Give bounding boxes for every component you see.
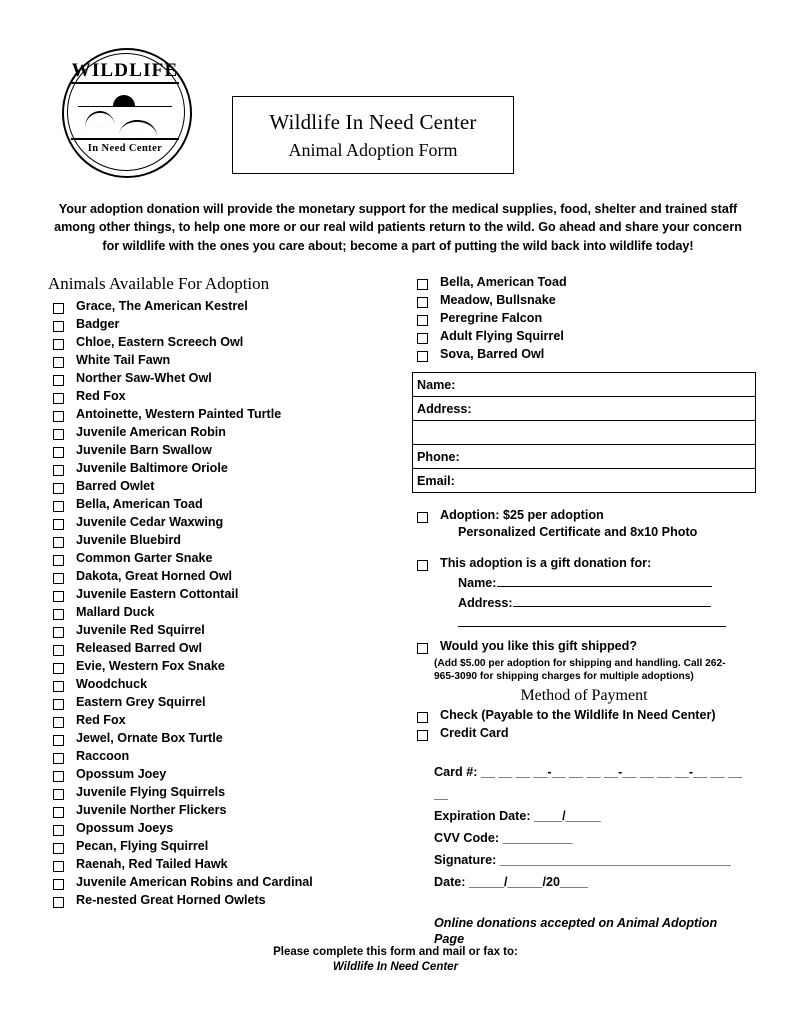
checkbox-icon[interactable]: [53, 483, 64, 494]
checkbox-icon[interactable]: [53, 645, 64, 656]
checkbox-icon[interactable]: [53, 537, 64, 548]
list-item[interactable]: [48, 532, 408, 550]
animal-label: Barred Owlet: [76, 479, 155, 494]
list-item[interactable]: [48, 370, 408, 388]
animal-label: Red Fox: [76, 389, 126, 404]
signature-value[interactable]: _________________________________: [499, 853, 731, 867]
checkbox-icon[interactable]: [417, 315, 428, 326]
adoption-option-block: [412, 507, 756, 541]
list-item[interactable]: [412, 328, 756, 346]
list-item[interactable]: [48, 856, 408, 874]
card-number-value[interactable]: __ __ __ __-__ __ __ __-__ __ __ __-__ __ __ __: [434, 764, 743, 801]
checkbox-icon[interactable]: [53, 393, 64, 404]
checkbox-icon[interactable]: [53, 555, 64, 566]
checkbox-icon[interactable]: [53, 897, 64, 908]
list-item[interactable]: [48, 406, 408, 424]
animal-label: Dakota, Great Horned Owl: [76, 569, 233, 584]
list-item[interactable]: [48, 784, 408, 802]
date-label: Date:: [434, 875, 466, 890]
checkbox-icon[interactable]: [417, 643, 428, 654]
animal-label: Badger: [76, 317, 120, 332]
checkbox-icon[interactable]: [53, 321, 64, 332]
date-value[interactable]: _____/_____/20____: [469, 875, 589, 890]
contact-info-table: [412, 372, 756, 493]
gift-address-field[interactable]: [458, 593, 756, 613]
checkbox-icon[interactable]: [53, 627, 64, 638]
signature-field[interactable]: [434, 849, 756, 871]
checkbox-icon[interactable]: [53, 429, 64, 440]
animal-list-left: [48, 298, 408, 910]
list-item[interactable]: [412, 346, 756, 364]
list-item[interactable]: [48, 730, 408, 748]
form-right-column: [412, 274, 756, 948]
adoption-option-sub: Personalized Certificate and 8x10 Photo: [458, 525, 698, 539]
horizon-line: [78, 106, 172, 107]
gift-address-field-line2[interactable]: [458, 613, 756, 633]
gift-donation-block: [412, 555, 756, 633]
name-field[interactable]: Name:: [413, 373, 756, 397]
animal-list-right: [412, 274, 756, 364]
gift-name-label: Name:: [458, 575, 497, 590]
checkbox-icon[interactable]: [53, 375, 64, 386]
checkbox-icon[interactable]: [53, 699, 64, 710]
list-item[interactable]: [48, 316, 408, 334]
list-item[interactable]: [48, 586, 408, 604]
list-item[interactable]: [48, 658, 408, 676]
checkbox-icon[interactable]: [53, 825, 64, 836]
payment-heading: Method of Payment: [520, 686, 648, 704]
expiration-value[interactable]: ____/_____: [534, 808, 601, 823]
animal-label: Juvenile American Robins and Cardinal: [76, 875, 313, 890]
animal-label: Juvenile Norther Flickers: [76, 803, 227, 818]
animal-label: Juvenile Baltimore Oriole: [76, 461, 228, 476]
animal-label: Peregrine Falcon: [440, 311, 543, 325]
animal-label: Red Fox: [76, 713, 126, 728]
checkbox-icon[interactable]: [53, 447, 64, 458]
animal-label: Juvenile Cedar Waxwing: [76, 515, 224, 530]
logo-top-text: WILDLIFE: [71, 60, 179, 81]
address-field[interactable]: Address:: [413, 397, 756, 421]
list-item[interactable]: [412, 274, 756, 292]
checkbox-icon[interactable]: [417, 297, 428, 308]
animal-label: Juvenile Eastern Cottontail: [76, 587, 239, 602]
table-row[interactable]: [413, 373, 756, 397]
list-item[interactable]: [48, 694, 408, 712]
animal-label: Bella, American Toad: [76, 497, 203, 512]
organization-title: Wildlife In Need Center: [269, 110, 477, 134]
form-header: [0, 40, 791, 180]
animal-label: Juvenile Flying Squirrels: [76, 785, 226, 800]
list-item[interactable]: [48, 604, 408, 622]
footer-organization: Wildlife In Need Center: [332, 961, 459, 973]
animal-label: Common Garter Snake: [76, 551, 213, 566]
wildlife-in-need-center-logo: [62, 48, 192, 178]
animal-label: Jewel, Ornate Box Turtle: [76, 731, 223, 746]
form-title: Animal Adoption Form: [288, 140, 458, 160]
animals-left-column: [48, 274, 408, 910]
checkbox-icon[interactable]: [417, 279, 428, 290]
logo-bottom-text: In Need Center: [87, 143, 163, 154]
gift-shipped-option[interactable]: [412, 638, 756, 656]
checkbox-icon[interactable]: [53, 609, 64, 620]
checkbox-icon[interactable]: [417, 712, 428, 723]
payment-check-label: Check (Payable to the Wildlife In Need Center): [440, 707, 716, 722]
checkbox-icon[interactable]: [53, 519, 64, 530]
animal-label: Opossum Joeys: [76, 821, 174, 836]
cvv-label: CVV Code:: [434, 830, 500, 845]
list-item[interactable]: [48, 622, 408, 640]
list-item[interactable]: [48, 334, 408, 352]
animal-label: Juvenile Barn Swallow: [76, 443, 212, 458]
list-item[interactable]: [48, 568, 408, 586]
checkbox-icon[interactable]: [417, 560, 428, 571]
list-item[interactable]: [48, 838, 408, 856]
list-item[interactable]: [48, 352, 408, 370]
gift-address-label: Address:: [458, 595, 513, 610]
checkbox-icon[interactable]: [53, 843, 64, 854]
card-number-label: Card #:: [434, 764, 478, 779]
list-item[interactable]: [48, 388, 408, 406]
checkbox-icon[interactable]: [53, 771, 64, 782]
gift-address-line[interactable]: [513, 593, 711, 607]
date-field[interactable]: [434, 871, 756, 893]
animal-label: Antoinette, Western Painted Turtle: [76, 407, 282, 422]
table-row[interactable]: [413, 469, 756, 493]
animal-label: Norther Saw-Whet Owl: [76, 371, 212, 386]
gift-name-field[interactable]: [458, 573, 756, 593]
list-item[interactable]: [48, 298, 408, 316]
payment-credit-label: Credit Card: [440, 725, 509, 740]
checkbox-icon[interactable]: [53, 681, 64, 692]
animals-heading: Animals Available For Adoption: [48, 274, 270, 293]
list-item[interactable]: [48, 424, 408, 442]
list-item[interactable]: [48, 478, 408, 496]
gift-donation-option[interactable]: [412, 555, 756, 573]
payment-fields: [434, 761, 756, 893]
animal-label: Raccoon: [76, 749, 130, 764]
checkbox-icon[interactable]: [53, 465, 64, 476]
checkbox-icon[interactable]: [53, 879, 64, 890]
list-item[interactable]: [48, 892, 408, 910]
table-row[interactable]: [413, 397, 756, 421]
list-item[interactable]: [48, 496, 408, 514]
animal-label: Woodchuck: [76, 677, 148, 692]
online-donation-note: Online donations accepted on Animal Adoption Page: [434, 916, 718, 947]
gift-shipping-block: [412, 638, 756, 682]
email-field[interactable]: Email:: [413, 469, 756, 493]
animal-label: Sova, Barred Owl: [440, 347, 545, 361]
checkbox-icon[interactable]: [53, 717, 64, 728]
checkbox-icon[interactable]: [53, 591, 64, 602]
checkbox-icon[interactable]: [53, 501, 64, 512]
checkbox-icon[interactable]: [417, 512, 428, 523]
signature-label: Signature:: [434, 853, 497, 867]
list-item[interactable]: [48, 640, 408, 658]
list-item[interactable]: [48, 550, 408, 568]
animal-label: Meadow, Bullsnake: [440, 293, 556, 307]
list-item[interactable]: [48, 820, 408, 838]
payment-credit-option[interactable]: [412, 725, 756, 743]
cvv-value[interactable]: __________: [502, 830, 573, 845]
checkbox-icon[interactable]: [53, 789, 64, 800]
checkbox-icon[interactable]: [417, 333, 428, 344]
gift-name-line[interactable]: [497, 573, 712, 587]
animal-label: White Tail Fawn: [76, 353, 171, 368]
list-item[interactable]: [48, 802, 408, 820]
payment-check-option[interactable]: [412, 707, 756, 725]
checkbox-icon[interactable]: [53, 807, 64, 818]
animal-label: Juvenile American Robin: [76, 425, 226, 440]
footer-instruction: Please complete this form and mail or fax to:: [273, 946, 518, 958]
checkbox-icon[interactable]: [53, 753, 64, 764]
checkbox-icon[interactable]: [417, 351, 428, 362]
list-item[interactable]: [48, 460, 408, 478]
gift-address-line2[interactable]: [458, 613, 726, 627]
list-item[interactable]: [48, 514, 408, 532]
title-box: [232, 96, 514, 174]
form-footer: [0, 946, 791, 973]
shipping-note: (Add $5.00 per adoption for shipping and handling. Call 262-965-3090 for shipping charges for multiple adoptions): [434, 658, 726, 682]
card-number-field[interactable]: [434, 761, 756, 805]
list-item[interactable]: [48, 712, 408, 730]
list-item[interactable]: [412, 292, 756, 310]
animal-label: Mallard Duck: [76, 605, 155, 620]
animal-label: Re-nested Great Horned Owlets: [76, 893, 266, 908]
list-item[interactable]: [48, 874, 408, 892]
animal-label: Eastern Grey Squirrel: [76, 695, 206, 710]
animal-label: Juvenile Bluebird: [76, 533, 181, 548]
checkbox-icon[interactable]: [53, 303, 64, 314]
list-item[interactable]: [48, 676, 408, 694]
animal-label: Chloe, Eastern Screech Owl: [76, 335, 244, 350]
checkbox-icon[interactable]: [53, 573, 64, 584]
list-item[interactable]: [412, 310, 756, 328]
list-item[interactable]: [48, 766, 408, 784]
table-row[interactable]: [413, 445, 756, 469]
expiration-label: Expiration Date:: [434, 808, 531, 823]
gift-shipped-label: Would you like this gift shipped?: [440, 639, 638, 654]
checkbox-icon[interactable]: [53, 411, 64, 422]
cvv-field[interactable]: [434, 827, 756, 849]
adoption-option[interactable]: [412, 507, 756, 525]
list-item[interactable]: [48, 442, 408, 460]
checkbox-icon[interactable]: [53, 735, 64, 746]
animal-label: Released Barred Owl: [76, 641, 202, 656]
table-row[interactable]: [413, 421, 756, 445]
checkbox-icon[interactable]: [53, 663, 64, 674]
checkbox-icon[interactable]: [417, 730, 428, 741]
expiration-field[interactable]: [434, 805, 756, 827]
animal-label: Juvenile Red Squirrel: [76, 623, 205, 638]
animal-label: Evie, Western Fox Snake: [76, 659, 225, 674]
checkbox-icon[interactable]: [53, 339, 64, 350]
address-field-line2[interactable]: [413, 421, 756, 445]
animal-label: Grace, The American Kestrel: [76, 299, 248, 314]
intro-paragraph: Your adoption donation will provide the monetary support for the medical supplies, food, shelter and trained staff among other things, to help one more or our real wild patients return to the wild. Go ahead and share your concern for wildlife with the ones you care about; become a part of putting the wild back into wildlife today!: [54, 202, 742, 253]
adoption-option-label: Adoption: $25 per adoption: [440, 508, 604, 522]
animal-label: Pecan, Flying Squirrel: [76, 839, 209, 854]
checkbox-icon[interactable]: [53, 357, 64, 368]
checkbox-icon[interactable]: [53, 861, 64, 872]
animal-label: Adult Flying Squirrel: [440, 329, 564, 343]
animal-label: Bella, American Toad: [440, 275, 567, 289]
list-item[interactable]: [48, 748, 408, 766]
gift-donation-label: This adoption is a gift donation for:: [440, 555, 652, 570]
phone-field[interactable]: Phone:: [413, 445, 756, 469]
animal-label: Raenah, Red Tailed Hawk: [76, 857, 228, 872]
animal-label: Opossum Joey: [76, 767, 167, 782]
